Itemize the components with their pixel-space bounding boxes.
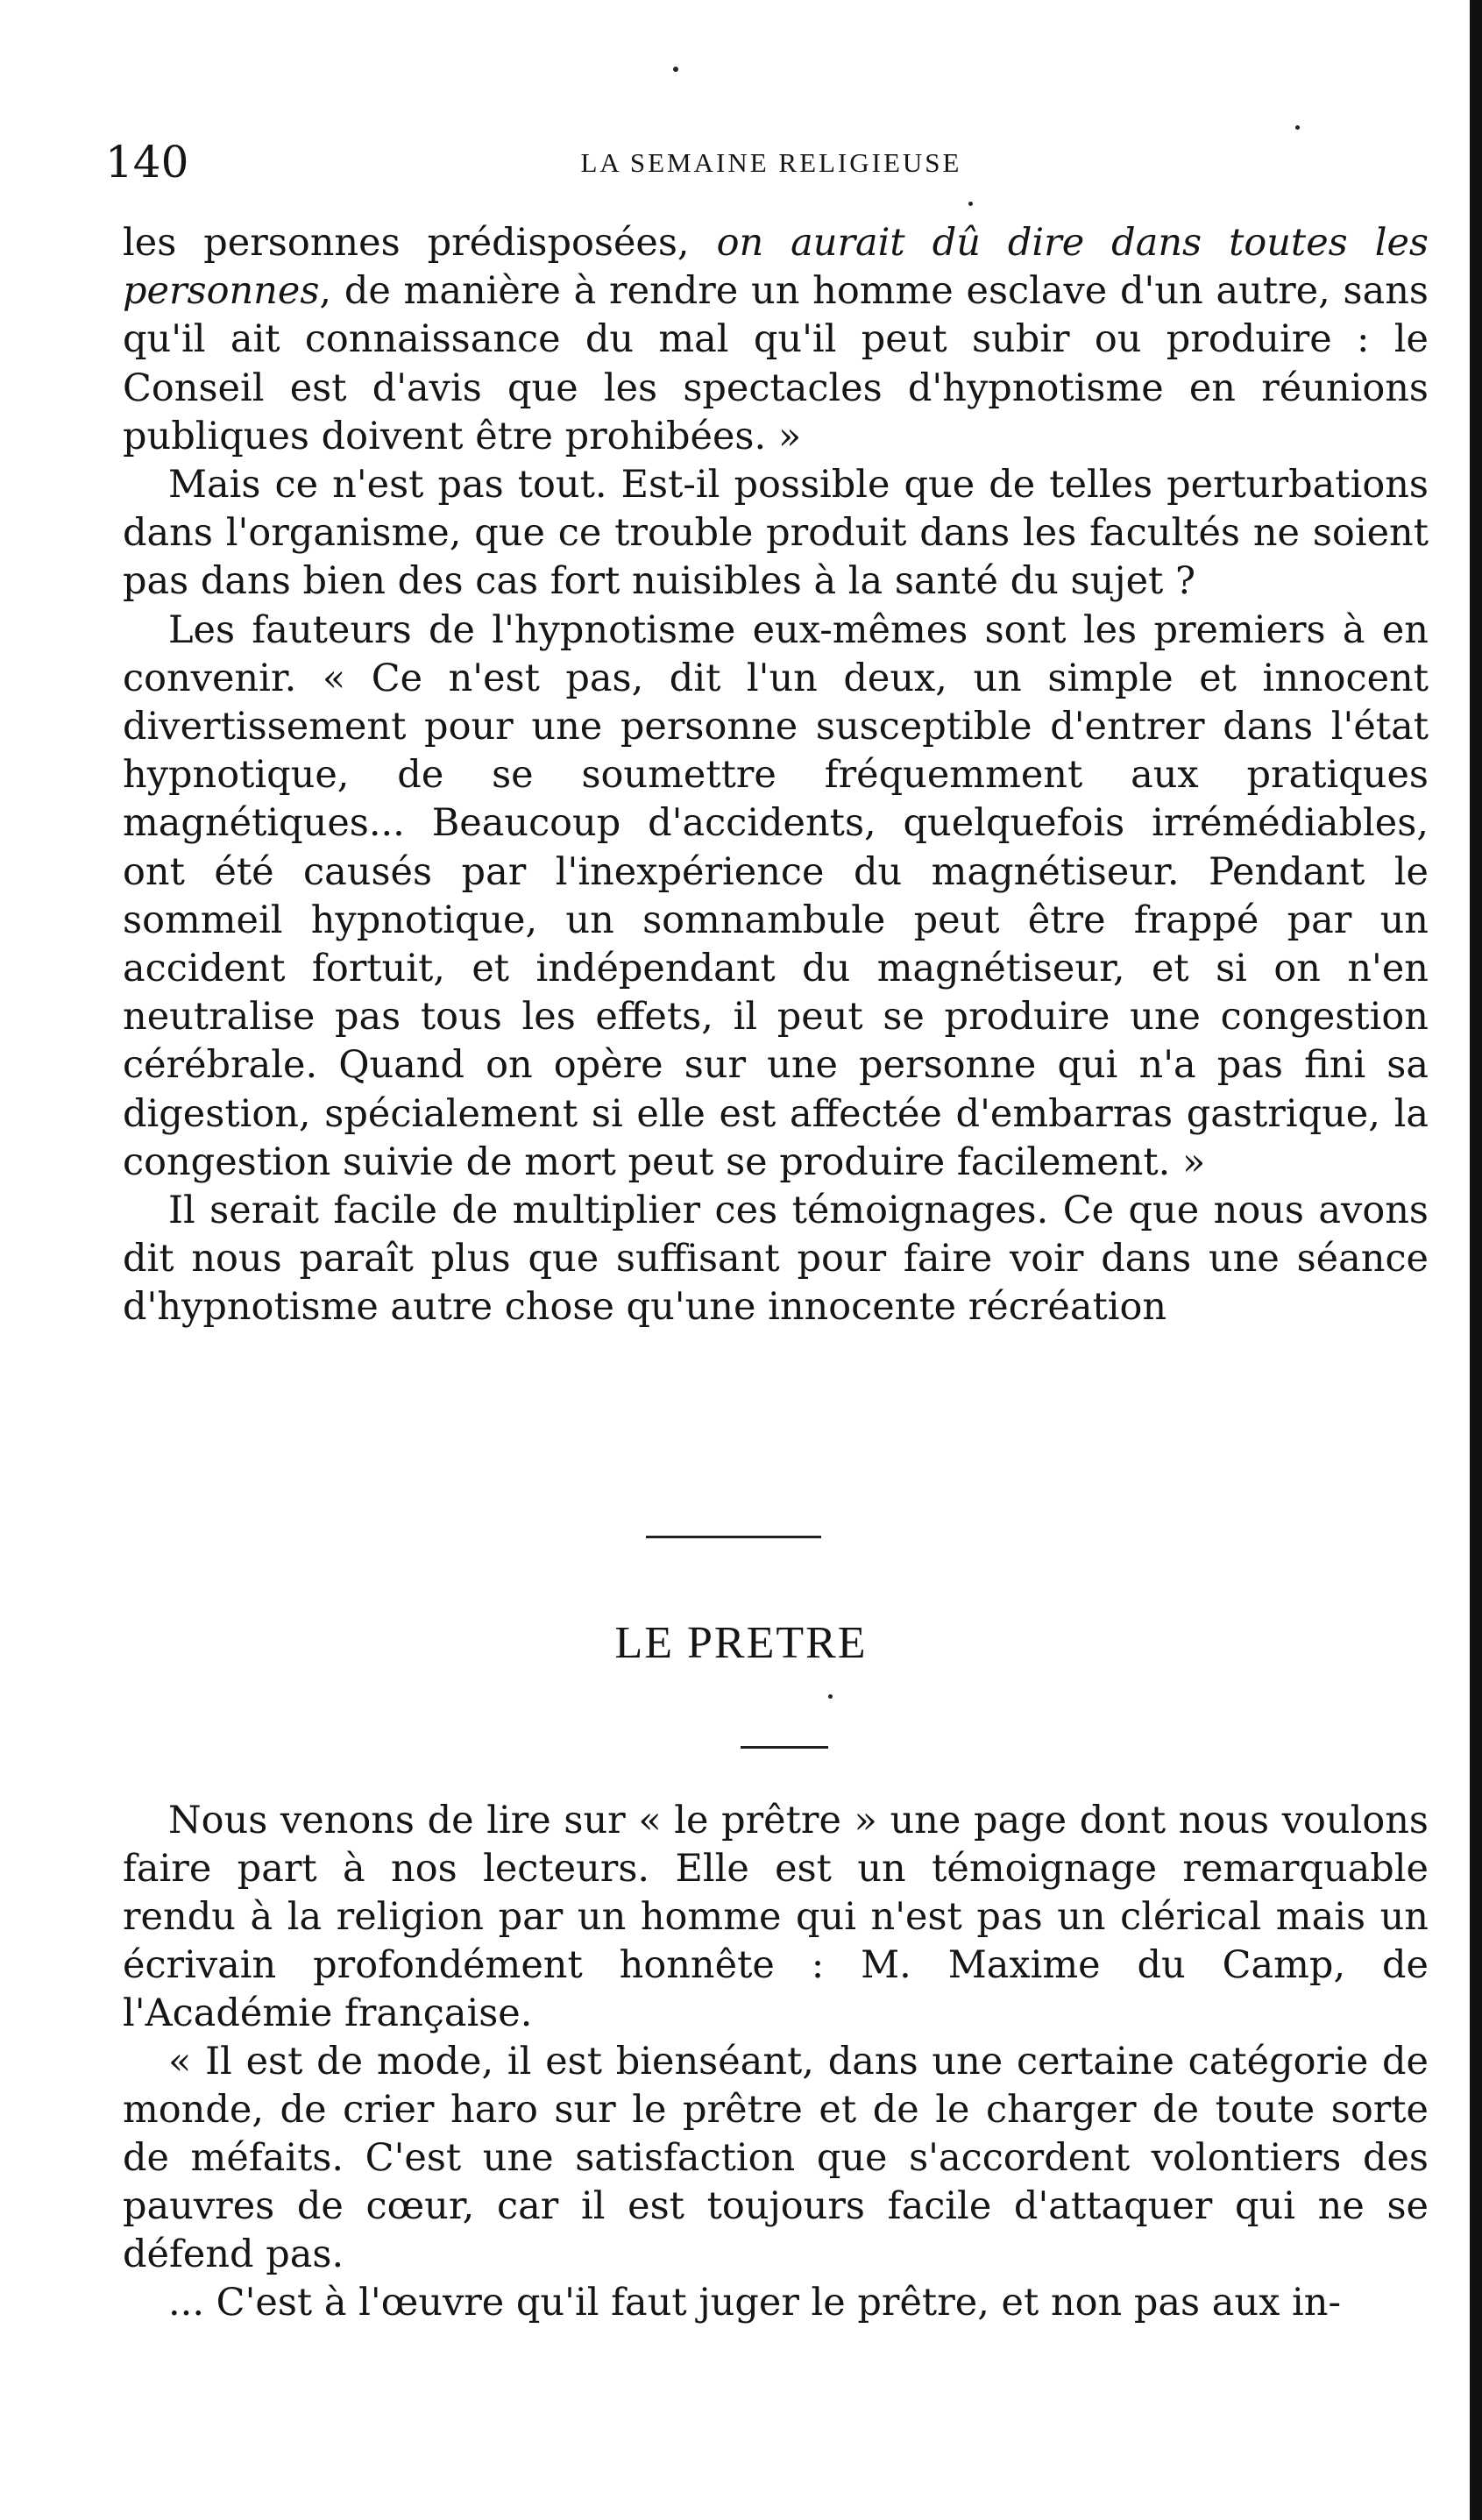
paragraph: Il serait facile de multiplier ces témoignages. Ce que nous avons dit nous paraît plus que suffisant pour faire voir dans une séance d'hypnotisme autre chose qu'une innocente récréation xyxy=(123,1189,1429,1330)
paragraph-text: , de manière à rendre un homme esclave d'un autre, sans qu'il ait connaissance du mal qu'il peut subir ou produire : le Conseil est d'avis que les spectacles d'hypnotisme en réunions publiques doivent être prohibées. » xyxy=(123,269,1429,458)
print-speck xyxy=(968,202,973,206)
paragraph xyxy=(123,219,1429,461)
article-hypnotisme xyxy=(123,219,1429,1332)
page-number: 140 xyxy=(105,137,189,188)
print-speck xyxy=(1295,125,1300,130)
print-speck xyxy=(828,1694,833,1699)
section-divider xyxy=(646,1536,821,1538)
title-underline xyxy=(741,1746,828,1749)
paragraph: Les fauteurs de l'hypnotisme eux-mêmes sont les premiers à en convenir. « Ce n'est pas, dit l'un deux, un simple et innocent divertissement pour une personne susceptible d'entrer dans l'état hypnotique, de se soumettre fréquemment aux pratiques magnétiques... Beaucoup d'accidents, quelquefois irrémédiables, ont été causés par l'inexpérience du magnétiseur. Pendant le sommeil hypnotique, un somnambule peut être frappé par un accident fortuit, et indépendant du magnétiseur, et si on n'en neutralise pas tous les effets, il peut se produire une congestion cérébrale. Quand on opère sur une personne qui n'a pas fini sa digestion, spécialement si elle est affectée d'embarras gastrique, la congestion suivie de mort peut se produire facilement. » xyxy=(123,607,1429,1184)
page-header xyxy=(105,131,1437,193)
paragraph: ... C'est à l'œuvre qu'il faut juger le prêtre, et non pas aux in- xyxy=(168,2281,1342,2325)
paragraph: « Il est de mode, il est bienséant, dans une certaine catégorie de monde, de crier haro sur le prêtre et de le charger de toute sorte de méfaits. C'est une satisfaction que s'accordent volontiers des pauvres de cœur, car il est toujours facile d'attaquer qui ne se défend pas. xyxy=(123,2040,1429,2276)
running-title: LA SEMAINE RELIGIEUSE xyxy=(580,147,962,178)
scan-edge xyxy=(1470,0,1482,2520)
paragraph-text: les personnes prédisposées, xyxy=(123,221,717,265)
paragraph: Mais ce n'est pas tout. Est-il possible que de telles perturbations dans l'organisme, que ce trouble produit dans les facultés ne soient pas dans bien des cas fort nuisibles à la santé du sujet ? xyxy=(123,463,1429,604)
article-le-pretre xyxy=(123,1797,1429,2327)
italic-phrase: on aurait dû dire dans toutes les personnes xyxy=(123,221,1429,314)
section-title: LE PRETRE xyxy=(614,1618,868,1668)
print-speck xyxy=(673,67,678,72)
paragraph: Nous venons de lire sur « le prêtre » une page dont nous voulons faire part à nos lecteurs. Elle est un témoignage remarquable rendu à la religion par un homme qui n'est pas un clérical mais un écrivain profondément honnête : M. Maxime du Camp, de l'Académie française. xyxy=(123,1799,1429,2035)
